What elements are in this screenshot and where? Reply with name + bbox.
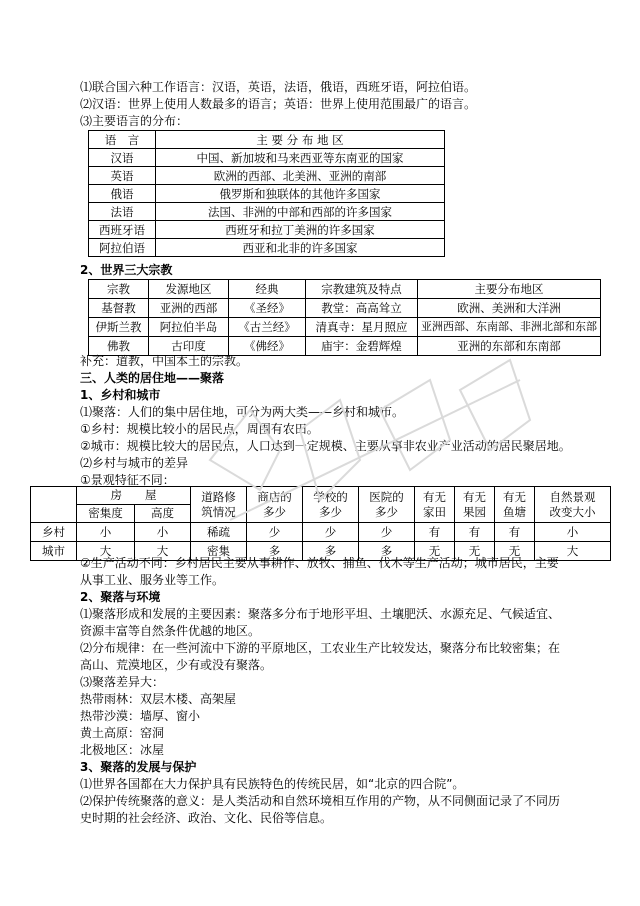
table-cell: 《佛经》 — [229, 337, 306, 356]
text-line: ⑴聚落形成和发展的主要因素：聚落多分布于地形平坦、土壤肥沃、水源充足、气候适宜、 — [80, 607, 561, 621]
table-header-cell: 道路修 筑情况 — [191, 487, 247, 523]
section-heading: 三、人类的居住地——聚落 — [80, 371, 225, 385]
table-cell: 稀疏 — [191, 523, 247, 542]
text-line: ⑵汉语：世界上使用人数最多的语言；英语：世界上使用范围最广的语言。 — [80, 97, 477, 111]
text-line: ⑵乡村与城市的差异 — [80, 456, 189, 470]
table-cell: 阿拉伯半岛 — [149, 318, 229, 337]
table-cell: 庙宇：金碧辉煌 — [306, 337, 418, 356]
text-line: ②生产活动不同：乡村居民主要从事耕作、放牧、捕鱼、伐木等生产活动；城市居民，主要 — [80, 556, 559, 570]
table-header-cell: 语 言 — [89, 131, 156, 149]
table-cell: 教堂：高高耸立 — [306, 299, 418, 318]
text-line: 补充：道教，中国本土的宗教。 — [80, 354, 249, 368]
subsection-heading: 2、聚落与环境 — [80, 590, 161, 604]
table-header-row — [31, 487, 611, 505]
table-cell: 亚洲的西部 — [149, 299, 229, 318]
table-cell: 有 — [455, 523, 495, 542]
table-row — [31, 523, 611, 542]
religion-table — [88, 279, 601, 356]
table-cell: 清真寺：星月照应 — [306, 318, 418, 337]
table-cell: 《圣经》 — [229, 299, 306, 318]
table-cell: 英语 — [89, 167, 156, 185]
table-header-cell: 房 屋 — [77, 487, 191, 505]
table-cell: 俄语 — [89, 185, 156, 203]
table-cell: 多 — [359, 542, 415, 561]
text-line: ⑴世界各国都在大力保护具有民族特色的传统民居，如“北京的四合院”。 — [80, 777, 465, 791]
text-line: 热带沙漠：墙厚、窗小 — [80, 709, 201, 723]
table-row — [89, 221, 445, 239]
text-line: ⑴联合国六种工作语言：汉语，英语，法语，俄语，西班牙语，阿拉伯语。 — [80, 80, 477, 94]
table-cell: 少 — [247, 523, 303, 542]
table-row — [89, 203, 445, 221]
subsection-heading: 3、聚落的发展与保护 — [80, 760, 197, 774]
table-header-cell: 主要分布地区 — [418, 280, 601, 299]
table-cell: 多 — [303, 542, 359, 561]
table-cell: 小 — [77, 523, 135, 542]
text-line: 从事工业、服务业等工作。 — [80, 573, 225, 587]
table-cell: 大 — [77, 542, 135, 561]
table-header-row — [89, 280, 601, 299]
table-cell: 密集 — [191, 542, 247, 561]
table-cell: 大 — [135, 542, 191, 561]
table-row — [89, 185, 445, 203]
table-header-row — [89, 131, 445, 149]
text-line: 资源丰富等自然条件优越的地区。 — [80, 624, 261, 638]
table-cell: 有 — [415, 523, 455, 542]
table-cell: 法国、非洲的中部和西部的许多国家 — [156, 203, 445, 221]
table-cell: 欧洲的西部、北美洲、亚洲的南部 — [156, 167, 445, 185]
text-line: 热带雨林：双层木楼、高架屋 — [80, 692, 237, 706]
table-cell: 小 — [535, 523, 611, 542]
text-line: ②城市：规模比较大的居民点，人口达到一定规模、主要从事非农业产业活动的居民聚居地。 — [80, 439, 571, 453]
table-cell: 亚洲西部、东南部、非洲北部和东部 — [418, 318, 601, 337]
table-cell: 中国、新加坡和马来西亚等东南亚的国家 — [156, 149, 445, 167]
text-line: 北极地区：冰屋 — [80, 743, 165, 757]
table-corner-cell — [31, 487, 77, 523]
table-header-cell: 有无 鱼塘 — [495, 487, 535, 523]
table-header-cell: 密集度 — [77, 505, 135, 523]
table-header-cell: 学校的 多少 — [303, 487, 359, 523]
language-table — [88, 130, 445, 257]
table-cell: 无 — [415, 542, 455, 561]
table-cell: 法语 — [89, 203, 156, 221]
table-cell: 《古兰经》 — [229, 318, 306, 337]
table-cell: 伊斯兰教 — [89, 318, 149, 337]
text-line: ①乡村：规模比较小的居民点，周围有农田。 — [80, 422, 319, 436]
text-line: 高山、荒漠地区，少有或没有聚落。 — [80, 658, 273, 672]
table-cell: 西亚和北非的许多国家 — [156, 239, 445, 257]
text-line: ⑵保护传统聚落的意义：是人类活动和自然环境相互作用的产物，从不同侧面记录了不同历 — [80, 794, 561, 808]
table-header-cell: 宗教 — [89, 280, 149, 299]
text-line: ①景观特征不同： — [80, 473, 175, 487]
table-header-cell: 商店的 多少 — [247, 487, 303, 523]
table-cell: 古印度 — [149, 337, 229, 356]
text-line: 史时期的社会经济、政治、文化、民俗等信息。 — [80, 811, 333, 825]
text-line: ⑶聚落差异大： — [80, 675, 165, 689]
table-row — [89, 167, 445, 185]
table-cell: 欧洲、美洲和大洋洲 — [418, 299, 601, 318]
subsection-heading: 1、乡村和城市 — [80, 388, 161, 402]
table-cell: 西班牙语 — [89, 221, 156, 239]
table-cell: 无 — [455, 542, 495, 561]
table-header-cell: 主 要 分 布 地 区 — [156, 131, 445, 149]
village-city-table — [30, 486, 611, 561]
text-line: ⑵分布规律：在一些河流中下游的平原地区，工农业生产比较发达，聚落分布比较密集；在 — [80, 641, 561, 655]
table-cell: 大 — [535, 542, 611, 561]
table-cell: 城市 — [31, 542, 77, 561]
table-cell: 少 — [359, 523, 415, 542]
table-cell: 佛教 — [89, 337, 149, 356]
table-cell: 多 — [247, 542, 303, 561]
table-header-cell: 发源地区 — [149, 280, 229, 299]
table-header-cell: 高度 — [135, 505, 191, 523]
table-header-cell: 经典 — [229, 280, 306, 299]
table-cell: 乡村 — [31, 523, 77, 542]
table-row — [89, 149, 445, 167]
table-cell: 小 — [135, 523, 191, 542]
table-header-cell: 医院的 多少 — [359, 487, 415, 523]
table-row — [89, 299, 601, 318]
table-cell: 亚洲的东部和东南部 — [418, 337, 601, 356]
table-cell: 俄罗斯和独联体的其他许多国家 — [156, 185, 445, 203]
table-header-cell: 有无 果园 — [455, 487, 495, 523]
section-heading: 2、世界三大宗教 — [80, 263, 173, 277]
table-cell: 汉语 — [89, 149, 156, 167]
table-header-cell: 宗教建筑及特点 — [306, 280, 418, 299]
table-header-cell: 自然景观 改变大小 — [535, 487, 611, 523]
table-cell: 有 — [495, 523, 535, 542]
table-cell: 无 — [495, 542, 535, 561]
table-header-cell: 有无 家田 — [415, 487, 455, 523]
text-line: ⑴聚落：人们的集中居住地，可分为两大类——乡村和城市。 — [80, 405, 405, 419]
table-cell: 少 — [303, 523, 359, 542]
text-line: 黄土高原：窑洞 — [80, 726, 165, 740]
table-cell: 西班牙和拉丁美洲的许多国家 — [156, 221, 445, 239]
table-cell: 基督教 — [89, 299, 149, 318]
text-line: ⑶主要语言的分布： — [80, 114, 189, 128]
table-cell: 阿拉伯语 — [89, 239, 156, 257]
table-row — [89, 318, 601, 337]
table-row — [89, 239, 445, 257]
